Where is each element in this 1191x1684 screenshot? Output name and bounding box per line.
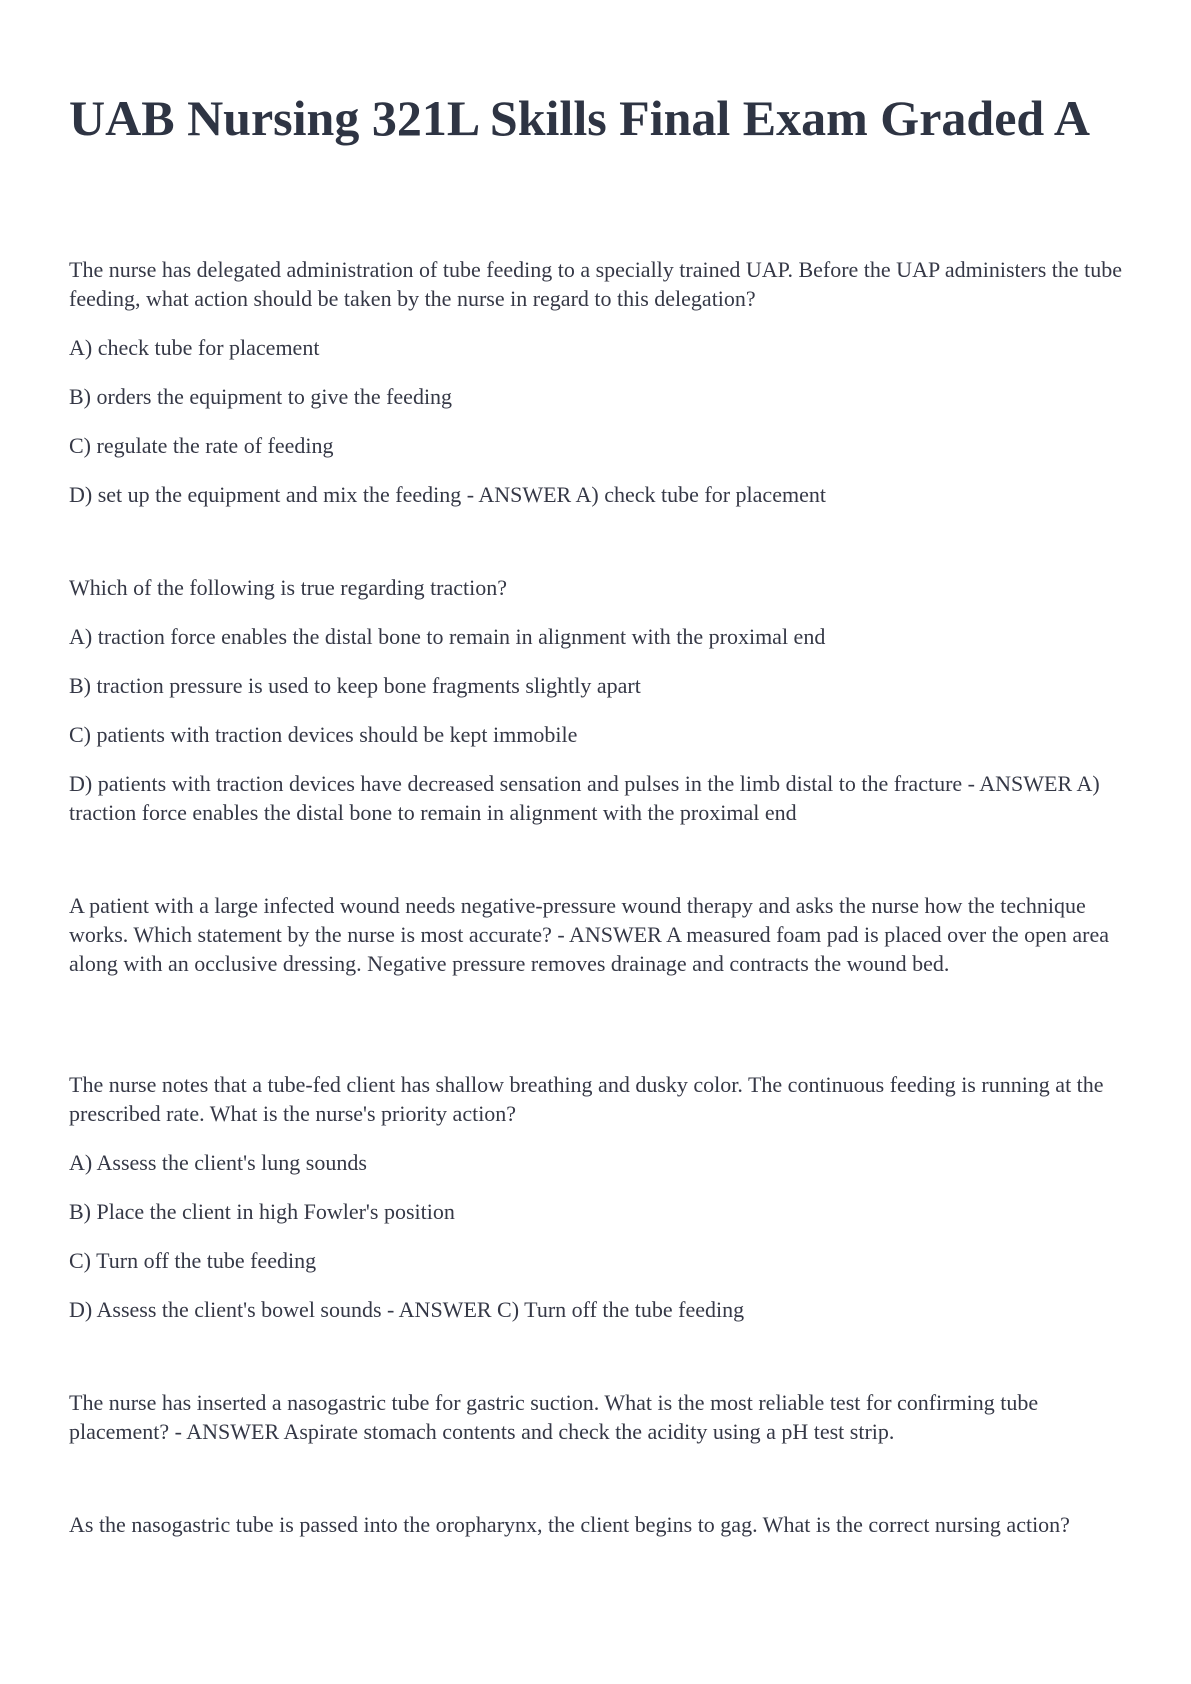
question-text: The nurse has delegated administration of tube feeding to a specially trained UAP. Before the UAP administers the tube feeding, what action should be taken by the nurse in regard to this delegation? (69, 257, 1123, 311)
answer-option: C) regulate the rate of feeding (69, 433, 334, 458)
question-block (69, 1070, 1129, 1324)
answer-option: D) set up the equipment and mix the feeding - ANSWER A) check tube for placement (69, 482, 826, 507)
question-text: Which of the following is true regarding traction? (69, 575, 508, 600)
answer-option: B) Place the client in high Fowler's position (69, 1199, 455, 1224)
answer-option: B) traction pressure is used to keep bone fragments slightly apart (69, 673, 641, 698)
answer-option: B) orders the equipment to give the feeding (69, 384, 453, 409)
question-block (69, 1510, 1129, 1539)
answer-option: D) patients with traction devices have decreased sensation and pulses in the limb distal to the fracture - ANSWER A) traction force enables the distal bone to remain in alignment with the proximal end (69, 771, 1100, 825)
question-block (69, 891, 1129, 978)
answer-option: D) Assess the client's bowel sounds - ANSWER C) Turn off the tube feeding (69, 1297, 745, 1322)
question-block (69, 573, 1129, 827)
question-block (69, 255, 1129, 509)
document-title: UAB Nursing 321L Skills Final Exam Graded A (69, 90, 1091, 146)
question-text: As the nasogastric tube is passed into the oropharynx, the client begins to gag. What is the correct nursing action? (69, 1512, 1070, 1537)
answer-option: C) patients with traction devices should be kept immobile (69, 722, 578, 747)
answer-option: C) Turn off the tube feeding (69, 1248, 317, 1273)
question-text: The nurse has inserted a nasogastric tube for gastric suction. What is the most reliable test for confirming tube placement? - ANSWER Aspirate stomach contents and check the acidity using a pH test strip. (69, 1390, 1039, 1444)
answer-option: A) Assess the client's lung sounds (69, 1150, 367, 1175)
answer-option: A) check tube for placement (69, 335, 320, 360)
question-text: The nurse notes that a tube-fed client has shallow breathing and dusky color. The continuous feeding is running at the prescribed rate. What is the nurse's priority action? (69, 1072, 1104, 1126)
answer-option: A) traction force enables the distal bone to remain in alignment with the proximal end (69, 624, 826, 649)
question-text: A patient with a large infected wound needs negative-pressure wound therapy and asks the nurse how the technique works. Which statement by the nurse is most accurate? - ANSWER A measured foam pad is placed over the open area along with an occlusive dressing. Negative pressure removes drainage and contracts the wound bed. (69, 893, 1109, 976)
question-block (69, 1388, 1129, 1446)
